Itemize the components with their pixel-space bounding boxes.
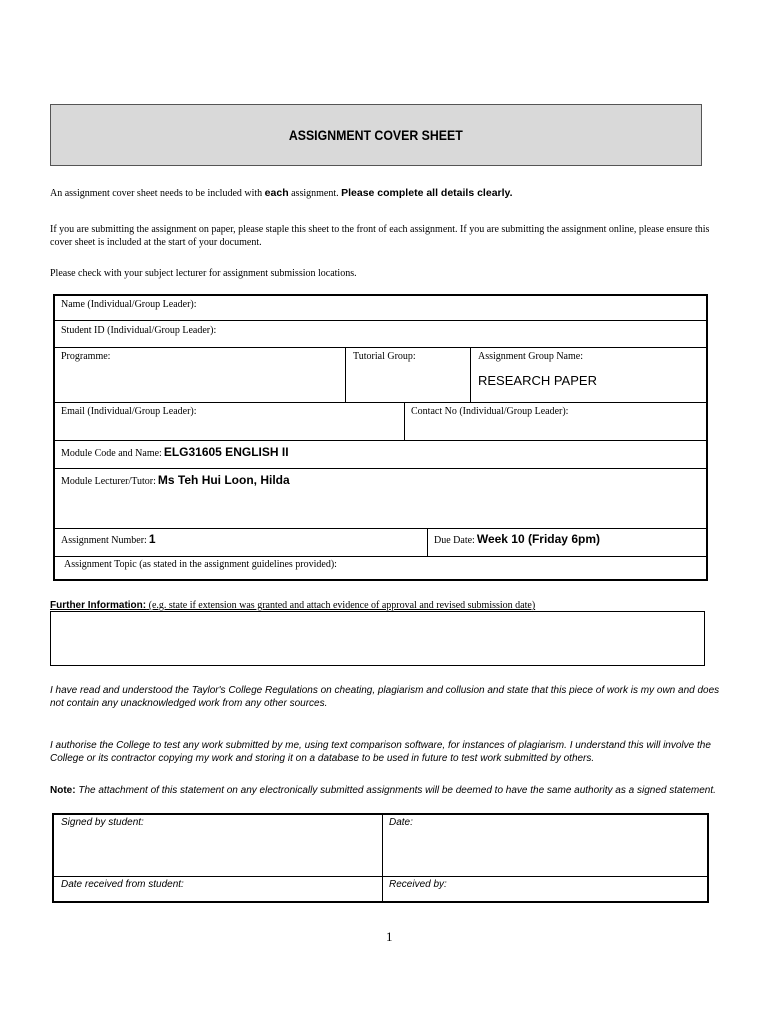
details-form (53, 294, 708, 581)
page-number: 1 (386, 929, 393, 944)
date-field[interactable] (389, 817, 413, 828)
due-date-value: Week 10 (Friday 6pm) (476, 532, 600, 546)
due-date-field[interactable] (434, 532, 600, 546)
student-id-label: Student ID (Individual/Group Leader): (61, 325, 217, 336)
name-field[interactable] (61, 299, 197, 310)
tutorial-group-field[interactable] (353, 351, 416, 362)
page-title: ASSIGNMENT COVER SHEET (289, 127, 463, 143)
declaration-plagiarism: I have read and understood the Taylor's College Regulations on cheating, plagiarism and collusion and state that this piece of work is my own and does not contain any unacknowledged work from any other sources. (50, 685, 720, 709)
programme-field[interactable] (61, 351, 110, 362)
contact-label: Contact No (Individual/Group Leader): (411, 406, 569, 417)
declaration-note (50, 784, 732, 797)
group-name-label: Assignment Group Name: (478, 351, 583, 362)
due-date-label: Due Date: (434, 535, 475, 546)
signed-by-label: Signed by student: (61, 817, 144, 828)
student-id-field[interactable] (61, 325, 216, 336)
assignment-number-label: Assignment Number: (61, 535, 147, 546)
further-info-label: Further Information: (50, 600, 147, 611)
lecturer-value: Ms Teh Hui Loon, Hilda (157, 473, 290, 487)
further-info-box[interactable] (50, 611, 705, 666)
assignment-number-value: 1 (148, 532, 156, 546)
tutorial-group-label: Tutorial Group: (353, 351, 416, 362)
group-name-field[interactable] (478, 351, 583, 362)
module-field[interactable] (61, 445, 289, 459)
module-value: ELG31605 ENGLISH II (163, 445, 289, 459)
intro-text-mid: assignment. (288, 188, 342, 199)
programme-label: Programme: (61, 351, 111, 362)
received-by-label: Received by: (389, 879, 447, 890)
topic-field[interactable] (64, 559, 337, 570)
declaration-authorise: I authorise the College to test any work submitted by me, using text comparison software, for instances of plagiarism. I understand this will involve the College or its contractor copying my work and storing it on a database to be used in future to test work submitted by others. (50, 740, 711, 764)
intro-text: An assignment cover sheet needs to be included with (50, 188, 265, 199)
date-received-label: Date received from student: (61, 879, 184, 890)
lecturer-label: Module Lecturer/Tutor: (61, 476, 156, 487)
intro-line-1 (50, 187, 722, 201)
module-label: Module Code and Name: (61, 448, 162, 459)
group-name-value: RESEARCH PAPER (478, 373, 597, 388)
further-info-note: (e.g. state if extension was granted and attach evidence of approval and revised submission date) (146, 600, 536, 611)
further-info-heading (50, 600, 535, 611)
email-field[interactable] (61, 406, 197, 417)
name-label: Name (Individual/Group Leader): (61, 299, 197, 310)
email-label: Email (Individual/Group Leader): (61, 406, 197, 417)
received-by-field[interactable] (389, 879, 447, 890)
note-text: The attachment of this statement on any electronically submitted assignments will be deemed to have the same authority as a signed statement. (75, 785, 716, 796)
topic-label: Assignment Topic (as stated in the assignment guidelines provided): (64, 559, 337, 570)
signature-table (52, 813, 709, 903)
signed-by-field[interactable] (61, 817, 144, 828)
intro-bold-instruction: Please complete all details clearly. (341, 187, 513, 199)
lecturer-field[interactable] (61, 473, 290, 487)
intro-line-3: Please check with your subject lecturer for assignment submission locations. (50, 268, 357, 279)
intro-bold-each: each (264, 187, 289, 199)
assignment-number-field[interactable] (61, 532, 156, 546)
date-received-field[interactable] (61, 879, 184, 890)
contact-field[interactable] (411, 406, 568, 417)
note-label: Note: (50, 785, 76, 796)
date-label: Date: (389, 817, 413, 828)
title-box (50, 104, 702, 166)
intro-line-2: If you are submitting the assignment on paper, please staple this sheet to the front of each assignment. If you are submitting the assignment online, please ensure this cover sheet is included at the start of your document. (50, 224, 710, 248)
